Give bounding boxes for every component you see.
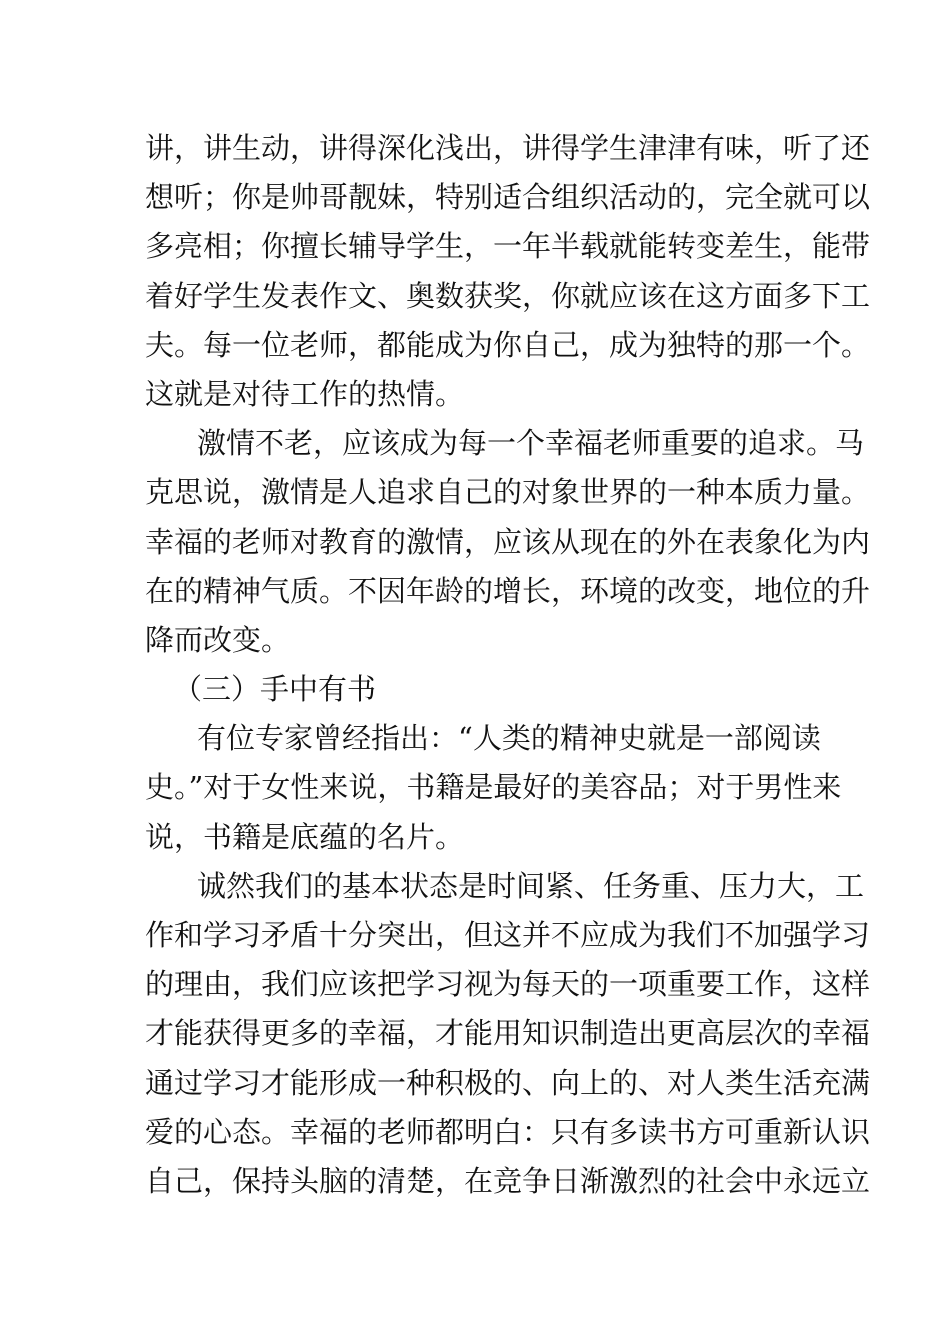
- text-line: 这就是对待工作的热情。: [145, 376, 465, 411]
- text-line: 想听；你是帅哥靓妹，特别适合组织活动的，完全就可以: [145, 180, 871, 215]
- text-line: 的理由，我们应该把学习视为每天的一项重要工作，这样: [145, 967, 871, 1002]
- text-line: 作和学习矛盾十分突出，但这并不应成为我们不加强学习: [145, 918, 871, 952]
- text-line: 说，书籍是底蕴的名片。: [145, 819, 465, 854]
- text-line: 幸福的老师对教育的激情，应该从现在的外在表象化为内: [145, 524, 871, 559]
- section-heading: （三）手中有书: [173, 672, 377, 707]
- text-line: 克思说，激情是人追求自己的对象世界的一种本质力量。: [145, 475, 871, 510]
- text-line: 有位专家曾经指出：“人类的精神史就是一部阅读: [197, 721, 821, 756]
- text-line: 降而改变。: [145, 622, 291, 657]
- text-line: 在的精神气质。不因年龄的增长，环境的改变，地位的升: [145, 573, 871, 608]
- text-line: 史。”对于女性来说，书籍是最好的美容品；对于男性来: [145, 770, 842, 805]
- text-line: 自己，保持头脑的清楚，在竞争日渐激烈的社会中永远立: [145, 1163, 871, 1198]
- text-line: 爱的心态。幸福的老师都明白：只有多读书方可重新认识: [145, 1114, 871, 1149]
- text-line: 诚然我们的基本状态是时间紧、任务重、压力大，工: [197, 868, 865, 903]
- body-text: [145, 124, 871, 1206]
- text-line: 通过学习才能形成一种积极的、向上的、对人类生活充满: [145, 1065, 871, 1100]
- text-line: 才能获得更多的幸福，才能用知识制造出更高层次的幸福: [145, 1016, 871, 1051]
- text-line: 激情不老，应该成为每一个幸福老师重要的追求。马: [197, 426, 865, 461]
- text-line: 多亮相；你擅长辅导学生，一年半载就能转变差生，能带: [145, 229, 871, 264]
- text-line: 着好学生发表作文、奥数获奖，你就应该在这方面多下工: [145, 278, 871, 313]
- text-line: 夫。每一位老师，都能成为你自己，成为独特的那一个。: [145, 327, 871, 362]
- text-line: 讲，讲生动，讲得深化浅出，讲得学生津津有味，听了还: [145, 131, 871, 165]
